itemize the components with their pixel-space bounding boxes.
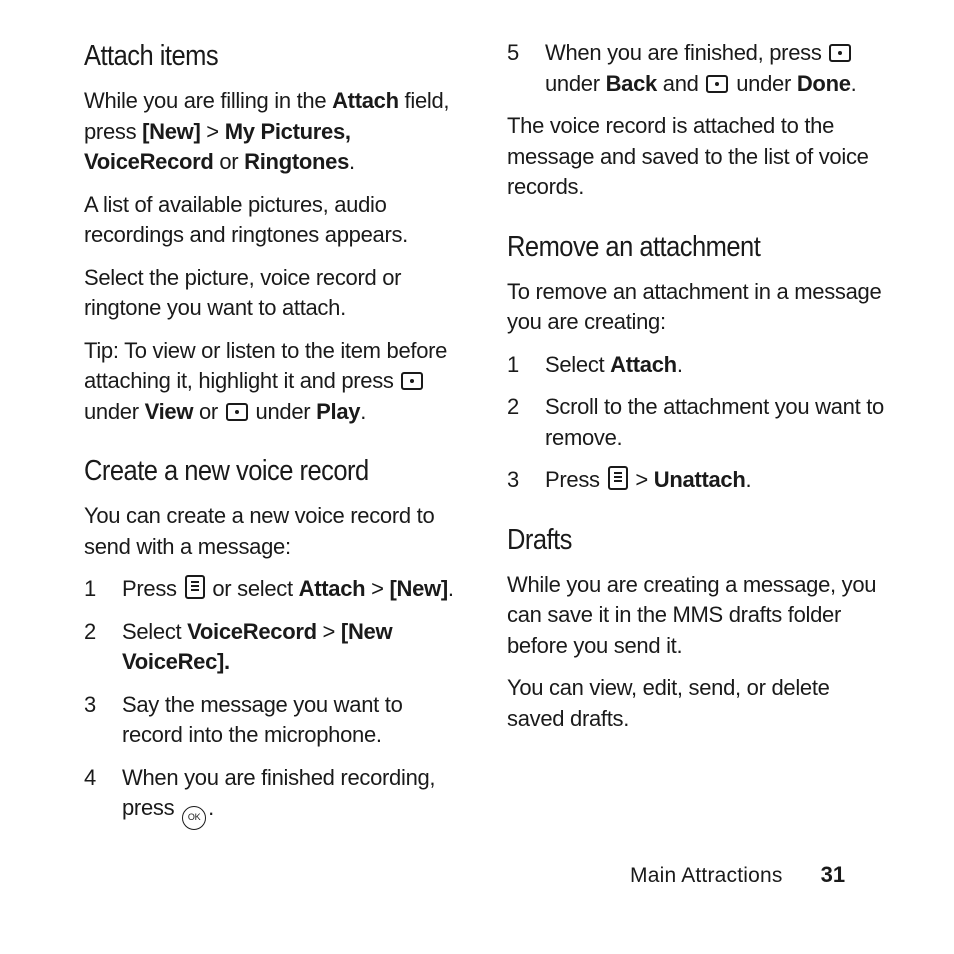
left-column [84, 38, 464, 842]
menu-key-icon [185, 575, 205, 599]
menu-key-icon [608, 466, 628, 490]
voice-record-heading: Create a new voice record [84, 455, 369, 487]
attach-items-paragraph-2: A list of available pictures, audio recordings and ringtones appears. [84, 191, 408, 247]
attach-items-paragraph-1: While you are filling in the Attach field, press [New] > My Pictures, VoiceRecord or Ringtones. [84, 88, 450, 174]
page-number: 31 [820, 862, 846, 887]
voice-step-3: 3 Say the message you want to record into the microphone. [84, 691, 403, 747]
voice-step-1: 1 Press or select Attach > [New]. [84, 576, 454, 601]
voice-record-result: The voice record is attached to the message and saved to the list of voice records. [507, 113, 869, 199]
drafts-paragraph-2: You can view, edit, send, or delete saved drafts. [507, 675, 830, 731]
section-name: Main Attractions [630, 864, 783, 887]
voice-step-2: 2 Select VoiceRecord > [New VoiceRec]. [84, 618, 393, 674]
ok-key-icon: OK [182, 806, 206, 830]
remove-step-3: 3 Press > Unattach. [507, 467, 752, 492]
drafts-heading: Drafts [507, 523, 572, 556]
page-footer [630, 862, 890, 892]
drafts-paragraph-1: While you are creating a message, you can save it in the MMS drafts folder before you send it. [507, 571, 877, 658]
remove-step-2: 2 Scroll to the attachment you want to remove. [507, 394, 884, 450]
soft-key-icon [706, 75, 728, 93]
remove-attachment-heading: Remove an attachment [507, 230, 761, 263]
right-column [507, 38, 887, 746]
voice-record-intro: You can create a new voice record to send with a message: [84, 503, 435, 559]
attach-items-heading: Attach items [84, 40, 219, 72]
attach-items-paragraph-3: Select the picture, voice record or ringtone you want to attach. [84, 264, 402, 320]
remove-step-1: 1 Select Attach. [507, 351, 683, 377]
remove-attachment-intro: To remove an attachment in a message you are creating: [507, 278, 882, 334]
soft-key-icon [226, 403, 248, 421]
attach-items-tip: Tip: To view or listen to the item before attaching it, highlight it and press under View or under Play. [84, 337, 448, 424]
voice-step-5: 5 When you are finished, press under Back and under Done. [507, 40, 857, 96]
soft-key-icon [401, 372, 423, 390]
voice-step-4: 4 When you are finished recording, press OK . [84, 763, 464, 831]
soft-key-icon [829, 44, 851, 62]
